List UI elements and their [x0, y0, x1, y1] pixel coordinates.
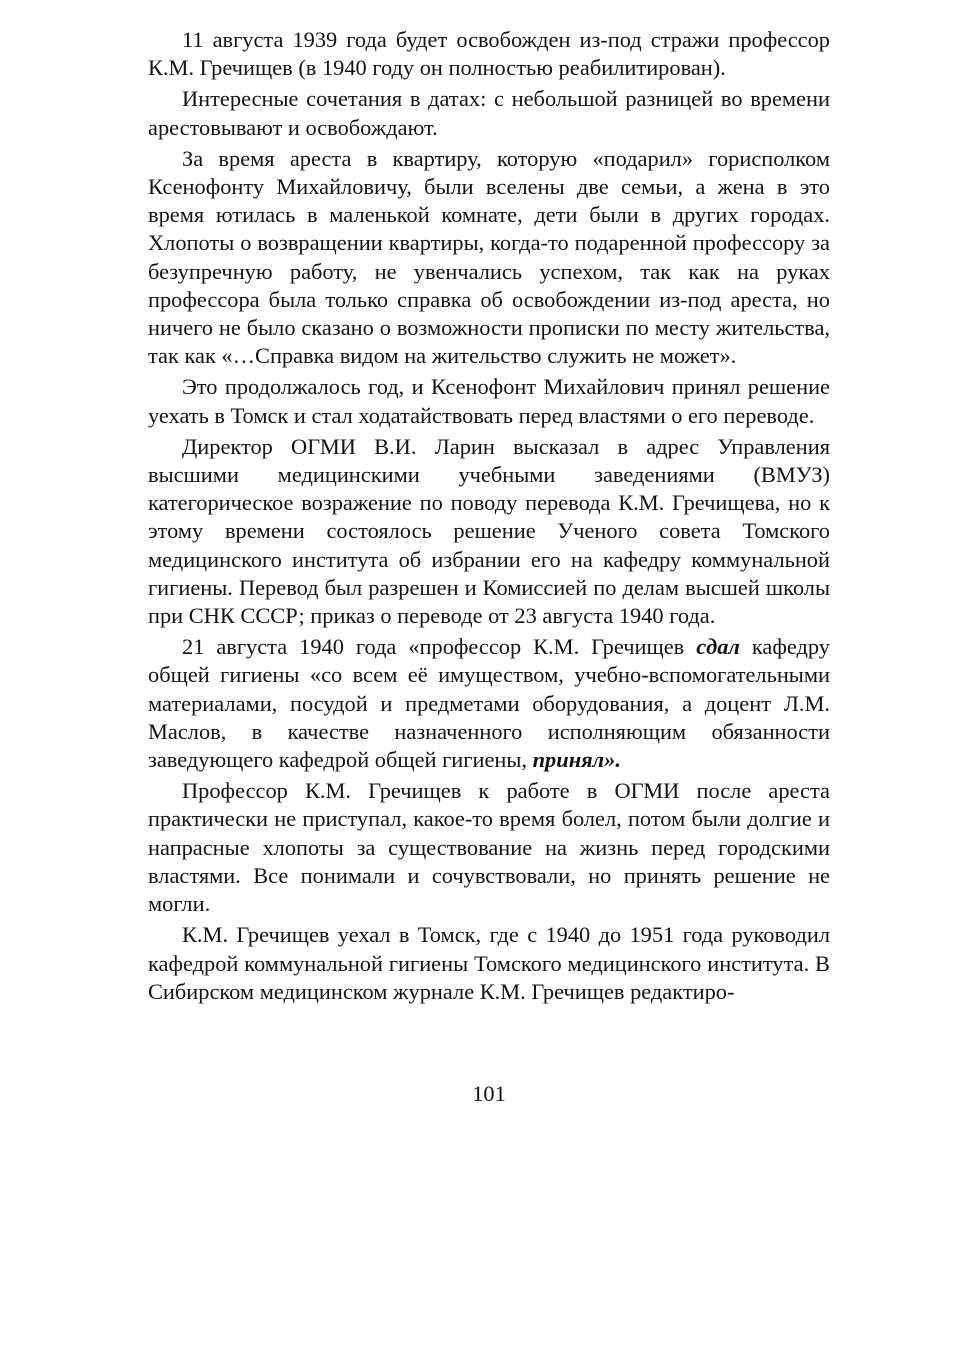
emphasized-word: принял». — [532, 747, 621, 773]
paragraph: Профессор К.М. Гречищев к работе в ОГМИ после ареста практически не приступал, какое-то время болел, потом были долгие и напрасные хлопоты за существование на жизнь перед городскими властями. Все понимали и сочувствовали, но принять решение не могли. — [148, 778, 830, 917]
paragraph: К.М. Гречищев уехал в Томск, где с 1940 до 1951 года руководил кафедрой коммунальной гигиены Томского медицинского института. В Сибирском медицинском журнале К.М. Гречищев редактиро- — [148, 922, 830, 1004]
paragraph-text: 21 августа 1940 года «профессор К.М. Гречищев — [182, 634, 697, 660]
paragraph: Это продолжалось год, и Ксенофонт Михайлович принял решение уехать в Томск и стал ходатайствовать перед властями о его переводе. — [148, 374, 830, 428]
emphasized-word: сдал — [696, 634, 740, 660]
paragraph-text: кафедру общей гигиены «со всем её имуществом, учебно-вспомогательными материалами, посудой и предметами оборудования, а доцент Л.М. Маслов, в качестве назначенного исполняющим обязанности заведующего кафедрой общей гигиены, — [148, 634, 830, 773]
page-body — [148, 26, 830, 1009]
paragraph: За время ареста в квартиру, которую «подарил» горисполком Ксенофонту Михайловичу, были вселены две семьи, а жена в это время ютилась в маленькой комнате, дети были в других городах. Хлопоты о возвращении квартиры, когда-то подаренной профессору за безупречную работу, не увенчались успехом, так как на руках профессора была только справка об освобождении из-под ареста, но ничего не было сказано о возможности прописки по месту жительства, так как «…Справка видом на жительство служить не может». — [148, 145, 830, 369]
paragraph: Интересные сочетания в датах: с небольшой разницей во времени арестовывают и освобождают. — [148, 86, 830, 140]
page-number: 101 — [472, 1081, 506, 1106]
paragraph-with-emphasis — [148, 633, 830, 774]
paragraph: 11 августа 1939 года будет освобожден из-под стражи профессор К.М. Гречищев (в 1940 году он полностью реабилитирован). — [148, 27, 830, 81]
paragraph: Директор ОГМИ В.И. Ларин высказал в адрес Управления высшими медицинскими учебными заведениями (ВМУЗ) категорическое возражение по поводу перевода К.М. Гречищева, но к этому времени состоялось решение Ученого совета Томского медицинского института об избрании его на кафедру коммунальной гигиены. Перевод был разрешен и Комиссией по делам высшей школы при СНК СССР; приказ о переводе от 23 августа 1940 года. — [148, 433, 830, 629]
